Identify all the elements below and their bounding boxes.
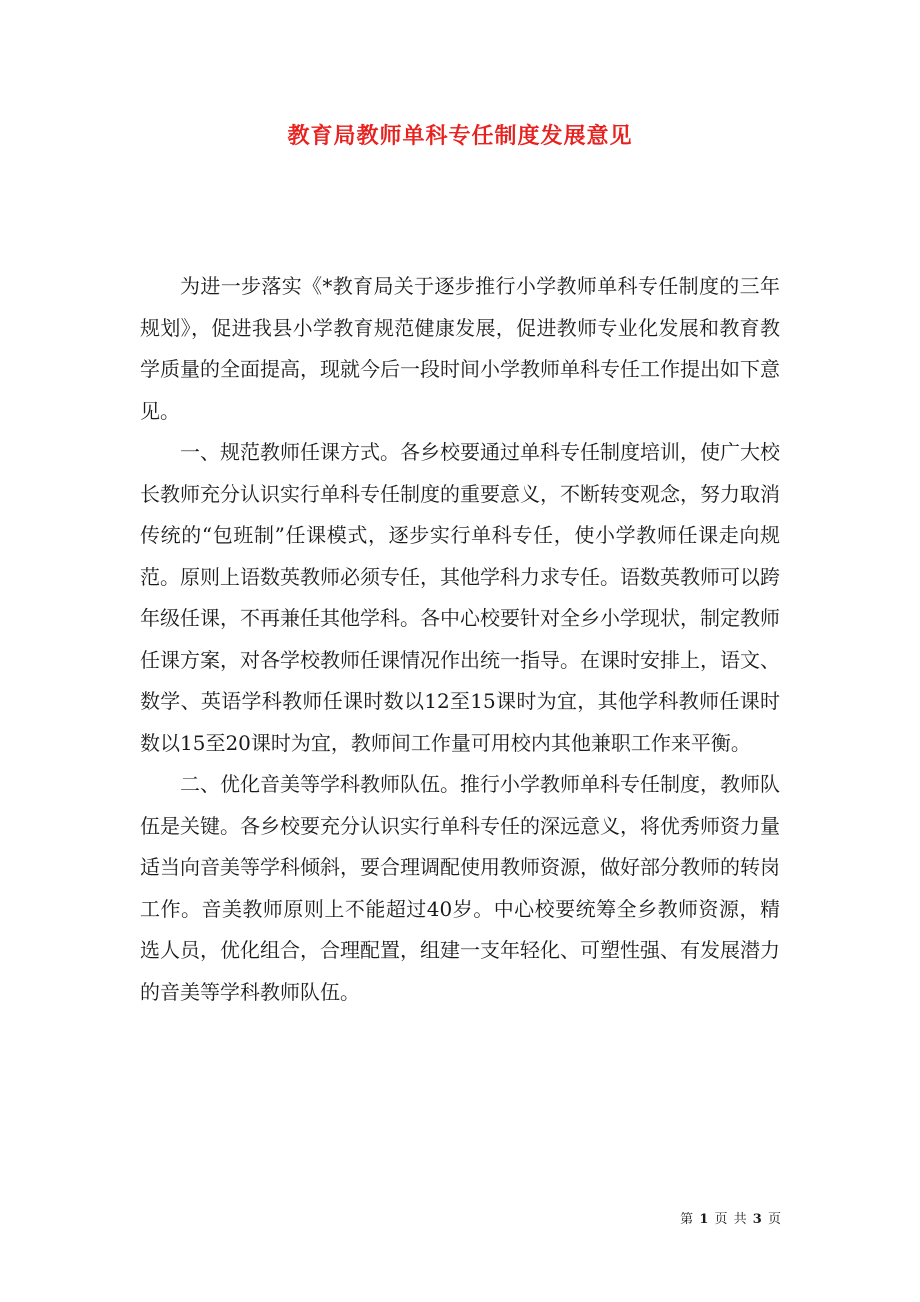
- paragraph-section-2: 二、优化音美等学科教师队伍。推行小学教师单科专任制度，教师队伍是关键。各乡校要充分认识实行单科专任的深远意义，将优秀师资力量适当向音美等学科倾斜，要合理调配使用教师资源，做好部分教师的转岗工作。音美教师原则上不能超过40岁。中心校要统筹全乡教师资源，精选人员，优化组合，合理配置，组建一支年轻化、可塑性强、有发展潜力的音美等学科教师队伍。: [140, 772, 780, 1004]
- page-number-footer: [680, 1208, 782, 1227]
- document-title: 教育局教师单科专任制度发展意见: [287, 123, 633, 149]
- footer-middle: 页 共: [714, 1212, 748, 1227]
- footer-current-page: 1: [699, 1212, 710, 1227]
- footer-prefix: 第: [680, 1212, 695, 1227]
- paragraph-intro: 为进一步落实《*教育局关于逐步推行小学教师单科专任制度的三年规划》，促进我县小学教育规范健康发展，促进教师专业化发展和教育教学质量的全面提高，现就今后一段时间小学教师单科专任工作提出如下意见。: [140, 274, 780, 423]
- document-body: [140, 266, 780, 1013]
- paragraph-section-1: 一、规范教师任课方式。各乡校要通过单科专任制度培训，使广大校长教师充分认识实行单科专任制度的重要意义，不断转变观念，努力取消传统的“包班制”任课模式，逐步实行单科专任，使小学教师任课走向规范。原则上语数英教师必须专任，其他学科力求专任。语数英教师可以跨年级任课，不再兼任其他学科。各中心校要针对全乡小学现状，制定教师任课方案，对各学校教师任课情况作出统一指导。在课时安排上，语文、数学、英语学科教师任课时数以12至15课时为宜，其他学科教师任课时数以15至20课时为宜，教师间工作量可用校内其他兼职工作来平衡。: [140, 440, 780, 755]
- footer-total-pages: 3: [752, 1212, 763, 1227]
- footer-suffix: 页: [767, 1212, 782, 1227]
